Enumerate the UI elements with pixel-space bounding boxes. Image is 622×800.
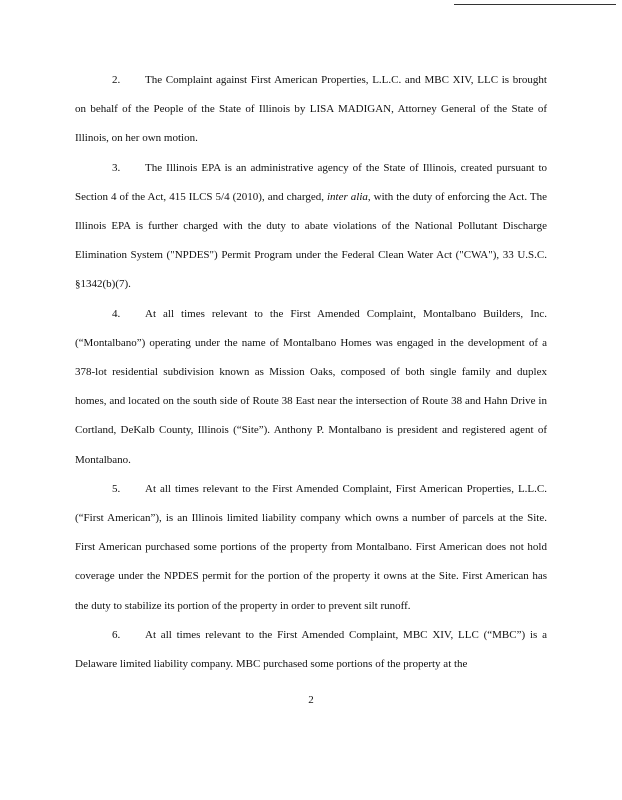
- paragraph-4: [75, 300, 547, 475]
- paragraph-number: 3.: [112, 161, 121, 174]
- latin-phrase: inter alia: [327, 190, 368, 203]
- paragraph-text: , with the duty of enforcing the Act. The Illinois EPA is further charged with the duty to abate violations of the National Pollutant Discharge Elimination System ("NPDES") Permit Program under the Federal Clean Water Act ("CWA"), 33 U.S.C. §1342(b)(7).: [75, 190, 547, 291]
- paragraph-3: [75, 154, 547, 300]
- paragraph-text: At all times relevant to the First Amended Complaint, Montalbano Builders, Inc. (“Montalbano”) operating under the name of Montalbano Homes was engaged in the development of a 378-lot residential subdivision known as Mission Oaks, composed of both single family and duplex homes, and located on the south side of Route 38 East near the intersection of Route 38 and Hahn Drive in Cortland, DeKalb County, Illinois (“Site”). Anthony P. Montalbano is president and registered agent of Montalbano.: [75, 307, 547, 466]
- paragraph-number: 5.: [112, 482, 121, 495]
- paragraph-5: [75, 475, 547, 621]
- paragraph-2: [75, 66, 547, 154]
- paragraph-number: 6.: [112, 628, 121, 641]
- paragraph-text: At all times relevant to the First Amended Complaint, MBC XIV, LLC (“MBC”) is a Delaware limited liability company. MBC purchased some portions of the property at the: [75, 628, 547, 671]
- paragraph-text: At all times relevant to the First Amended Complaint, First American Properties, L.L.C. (“First American”), is an Illinois limited liability company which owns a number of parcels at the Site. First American purchased some portions of the property from Montalbano. First American does not hold coverage under the NPDES permit for the portion of the property it owns at the Site. First American has the duty to stabilize its portion of the property in order to prevent silt runoff.: [75, 482, 547, 612]
- document-body: [75, 66, 547, 679]
- paragraph-number: 4.: [112, 307, 121, 320]
- paragraph-text: The Complaint against First American Properties, L.L.C. and MBC XIV, LLC is brought on behalf of the People of the State of Illinois by LISA MADIGAN, Attorney General of the State of Illinois, on her own motion.: [75, 74, 547, 145]
- paragraph-6: [75, 621, 547, 679]
- paragraph-text: The Illinois EPA is an administrative agency of the State of Illinois, created pursuant to Section 4 of the Act, 415 ILCS 5/4 (2010), and charged,: [75, 161, 547, 203]
- paragraph-number: 2.: [112, 74, 121, 86]
- header-rule: [454, 4, 616, 5]
- page-number: 2: [308, 694, 314, 706]
